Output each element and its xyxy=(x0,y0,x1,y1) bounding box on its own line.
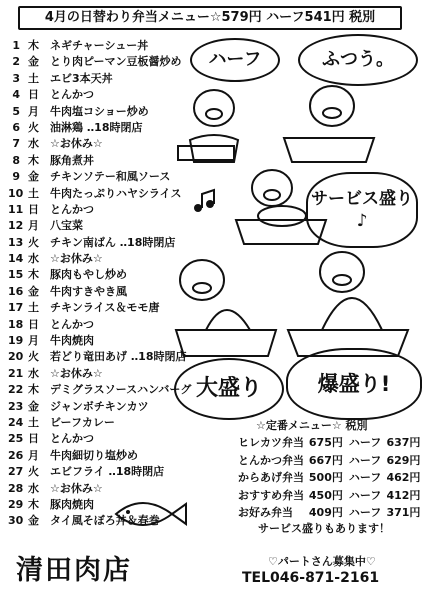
pig-extra-large-icon xyxy=(288,252,408,356)
menu-item: ネギチャーシュー丼 xyxy=(50,39,149,52)
menu-day: 16 xyxy=(8,284,24,298)
half-price: 412円 xyxy=(386,488,421,502)
menu-day: 10 xyxy=(8,186,24,200)
half-bubble: ハーフ xyxy=(190,38,280,82)
standard-menu-list xyxy=(238,434,426,522)
menu-item: 牛肉焼肉 xyxy=(50,334,94,348)
menu-weekday: 木 xyxy=(28,153,39,167)
menu-item: とんかつ xyxy=(50,202,94,216)
menu-item: チキンソテー和風ソース xyxy=(50,170,171,184)
menu-day: 9 xyxy=(12,170,20,184)
menu-weekday: 土 xyxy=(28,301,39,315)
menu-day: 19 xyxy=(8,334,24,348)
standard-item-price: 500円 xyxy=(308,471,343,485)
menu-day: 18 xyxy=(8,317,24,331)
menu-day: 17 xyxy=(8,301,24,315)
menu-item: エビフライ ‥18時閉店 xyxy=(50,465,165,479)
standard-item-name: とんかつ弁当 xyxy=(238,453,304,467)
shop-name: 清田肉店 xyxy=(16,555,132,586)
standard-menu-title: ☆定番メニュー☆ 税別 xyxy=(256,419,368,432)
menu-item: 豚角煮丼 xyxy=(50,153,94,167)
menu-day: 22 xyxy=(8,383,24,397)
large-bubble: 大盛り xyxy=(174,358,284,420)
normal-bubble: ふつう。 xyxy=(298,34,418,86)
standard-menu-row xyxy=(238,434,426,452)
page-title: 4月の日替わり弁当メニュー☆579円 ハーフ541円 税別 xyxy=(18,6,402,30)
menu-day: 24 xyxy=(8,415,24,429)
menu-weekday: 水 xyxy=(28,252,39,266)
menu-row xyxy=(8,448,208,464)
phone-number: TEL046-871-2161 xyxy=(242,570,380,586)
menu-day: 14 xyxy=(8,252,24,266)
menu-day: 20 xyxy=(8,350,24,364)
menu-day: 23 xyxy=(8,399,24,413)
menu-day: 28 xyxy=(8,481,24,495)
menu-day: 4 xyxy=(12,88,20,102)
menu-item: エビ3本天丼 xyxy=(50,71,113,85)
menu-item: デミグラスソースハンバーグ xyxy=(50,383,192,397)
menu-item: ジャンボチキンカツ xyxy=(50,399,149,413)
half-label: ハーフ xyxy=(348,436,382,449)
menu-row xyxy=(8,54,208,70)
standard-item-price: 450円 xyxy=(308,488,343,502)
menu-weekday: 木 xyxy=(28,39,39,52)
menu-weekday: 水 xyxy=(28,366,39,380)
menu-weekday: 日 xyxy=(28,202,39,216)
menu-day: 1 xyxy=(12,39,20,52)
menu-item: ☆お休み☆ xyxy=(50,252,103,266)
menu-row xyxy=(8,464,208,480)
menu-item: ビーフカレー xyxy=(50,415,115,429)
menu-weekday: 日 xyxy=(28,88,39,102)
menu-item: 牛肉塩コショー炒め xyxy=(50,104,149,118)
standard-item-name: お好み弁当 xyxy=(238,506,293,520)
extra-large-bubble: 爆盛り! xyxy=(286,348,422,420)
menu-item: 油淋鶏 ‥18時閉店 xyxy=(50,120,143,134)
music-note-icon xyxy=(194,190,214,212)
menu-day: 29 xyxy=(8,497,24,511)
menu-day: 11 xyxy=(8,202,24,216)
menu-row xyxy=(8,415,208,431)
standard-item-price: 409円 xyxy=(308,506,343,520)
menu-day: 13 xyxy=(8,235,24,249)
menu-weekday: 日 xyxy=(28,432,39,446)
half-price: 462円 xyxy=(386,471,421,485)
recruit-notice: ♡パートさん募集中♡ xyxy=(268,555,376,568)
menu-day: 15 xyxy=(8,268,24,282)
half-label: ハーフ xyxy=(348,453,382,467)
menu-weekday: 土 xyxy=(28,415,39,429)
pig-large-icon xyxy=(176,260,276,356)
menu-row xyxy=(8,38,208,54)
menu-item: チキン南ばん ‥18時閉店 xyxy=(50,235,176,249)
menu-weekday: 月 xyxy=(28,334,39,348)
half-label: ハーフ xyxy=(348,506,382,520)
standard-item-name: からあげ弁当 xyxy=(238,471,304,485)
half-price: 629円 xyxy=(386,453,421,467)
menu-weekday: 土 xyxy=(28,186,39,200)
half-label: ハーフ xyxy=(348,471,382,485)
menu-day: 27 xyxy=(8,465,24,479)
menu-item: ☆お休み☆ xyxy=(50,137,103,151)
menu-item: とんかつ xyxy=(50,88,94,102)
menu-item: 豚肉焼肉 xyxy=(50,497,94,511)
half-price: 637円 xyxy=(386,436,421,449)
menu-weekday: 金 xyxy=(28,399,39,413)
menu-row xyxy=(8,481,208,497)
menu-weekday: 木 xyxy=(28,383,39,397)
menu-weekday: 木 xyxy=(28,497,39,511)
menu-item: 牛肉たっぷりハヤシライス xyxy=(50,186,182,200)
menu-weekday: 金 xyxy=(28,170,39,184)
menu-weekday: 金 xyxy=(28,55,39,69)
menu-weekday: 水 xyxy=(28,137,39,151)
menu-weekday: 月 xyxy=(28,448,39,462)
standard-item-name: ヒレカツ弁当 xyxy=(238,436,304,449)
menu-item: 牛肉すきやき風 xyxy=(50,284,127,298)
menu-weekday: 月 xyxy=(28,219,39,233)
menu-item: 豚肉もやし炒め xyxy=(50,268,127,282)
standard-item-price: 675円 xyxy=(308,436,343,449)
pig-half-icon xyxy=(178,90,238,162)
menu-day: 3 xyxy=(12,71,20,85)
menu-day: 12 xyxy=(8,219,24,233)
menu-item: タイ風そぼろ丼＆春巻 xyxy=(50,514,160,528)
menu-weekday: 火 xyxy=(28,465,39,479)
menu-weekday: 日 xyxy=(28,317,39,331)
menu-item: ☆お休み☆ xyxy=(50,481,103,495)
menu-item: 若どり竜田あげ ‥18時閉店 xyxy=(50,350,187,364)
menu-item: とんかつ xyxy=(50,317,94,331)
menu-weekday: 土 xyxy=(28,71,39,85)
menu-weekday: 火 xyxy=(28,120,39,134)
menu-weekday: 金 xyxy=(28,514,39,528)
menu-weekday: 金 xyxy=(28,284,39,298)
half-price: 371円 xyxy=(386,506,421,520)
menu-item: 八宝菜 xyxy=(50,219,83,233)
menu-day: 2 xyxy=(12,55,20,69)
menu-weekday: 水 xyxy=(28,481,39,495)
standard-menu-row xyxy=(238,487,426,505)
menu-item: チキンライス＆モモ唐 xyxy=(50,301,160,315)
menu-day: 7 xyxy=(12,137,20,151)
menu-item: とんかつ xyxy=(50,432,94,446)
menu-item: ☆お休み☆ xyxy=(50,366,103,380)
service-note: サービス盛りもあります！ xyxy=(258,522,390,535)
standard-item-name: おすすめ弁当 xyxy=(238,488,305,502)
menu-weekday: 火 xyxy=(28,350,39,364)
menu-day: 25 xyxy=(8,432,24,446)
service-bubble: サービス盛り♪ xyxy=(306,172,418,248)
menu-day: 26 xyxy=(8,448,24,462)
menu-weekday: 木 xyxy=(28,268,39,282)
menu-row xyxy=(8,431,208,447)
menu-weekday: 月 xyxy=(28,104,39,118)
standard-item-price: 667円 xyxy=(308,453,343,467)
standard-menu-row xyxy=(238,452,426,470)
menu-day: 30 xyxy=(8,514,24,528)
pig-normal-icon xyxy=(284,86,374,162)
fish-icon xyxy=(112,497,192,531)
menu-day: 8 xyxy=(12,153,20,167)
menu-day: 21 xyxy=(8,366,24,380)
half-label: ハーフ xyxy=(348,488,382,502)
menu-item: 牛肉細切り塩炒め xyxy=(50,448,138,462)
menu-day: 5 xyxy=(12,104,20,118)
menu-day: 6 xyxy=(12,120,20,134)
standard-menu-row xyxy=(238,469,426,487)
menu-item: とり肉ピーマン豆板醤炒め xyxy=(50,55,182,69)
menu-weekday: 火 xyxy=(28,235,39,249)
